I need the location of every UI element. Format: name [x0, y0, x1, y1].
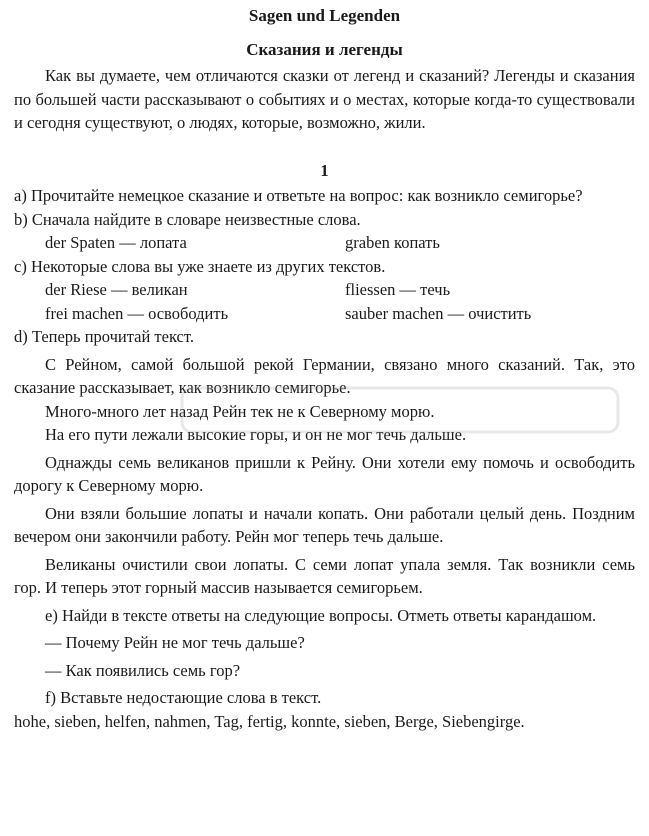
task-f: f) Вставьте недостающие слова в текст. — [45, 688, 322, 707]
text-paragraph: Много-много лет назад Рейн тек не к Северному морю. — [45, 401, 435, 421]
text-paragraph: Однажды семь великанов пришли к Рейну. Они хотели ему помочь и освободить дорогу к Северному морю. — [14, 452, 635, 495]
vocab-item: fliessen — течь — [345, 280, 451, 299]
vocab-item: der Spaten — лопата — [45, 233, 187, 252]
vocab-list-b — [14, 231, 635, 255]
vocab-item: sauber machen — очистить — [345, 303, 532, 323]
page-title: Sagen und Legenden — [248, 6, 401, 25]
vocab-list-c — [14, 278, 635, 325]
text-paragraph: На его пути лежали высокие горы, и он не мог течь дальше. — [45, 425, 467, 444]
text-paragraph: Они взяли большие лопаты и начали копать. Они работали целый день. Поздним вечером они закончили работу. Рейн мог теперь течь дальше. — [14, 503, 635, 546]
task-d: d) Теперь прочитай текст. — [14, 327, 194, 346]
text-paragraph: Великаны очистили свои лопаты. С семи лопат упала земля. Так возникли семь гор. И теперь этот горный массив называется семигорьем. — [14, 554, 635, 597]
vocab-item: frei machen — освободить — [45, 303, 229, 323]
vocab-item: graben копать — [345, 233, 440, 252]
question-item: — Почему Рейн не мог течь дальше? — [45, 633, 305, 652]
intro-paragraph: Как вы думаете, чем отличаются сказки от легенд и сказаний? Легенды и сказания по большей части рассказывают о событиях и о местах, которые когда-то существовали и сегодня существуют, о людях, которые, возможно, жили. — [14, 66, 635, 132]
page-subtitle: Сказания и легенды — [246, 40, 403, 59]
task-b: b) Сначала найдите в словаре неизвестные слова. — [14, 209, 361, 229]
question-item: — Как появились семь гор? — [45, 660, 241, 680]
task-e: e) Найди в тексте ответы на следующие вопросы. Отметь ответы карандашом. — [45, 605, 597, 625]
vocab-item: der Riese — великан — [45, 280, 188, 299]
task-a: a) Прочитайте немецкое сказание и ответьте на вопрос: как возникло семигорье? — [14, 186, 583, 205]
word-bank: hohe, sieben, helfen, nahmen, Tag, fertig, konnte, sieben, Berge, Siebengirge. — [14, 711, 525, 731]
task-c: c) Некоторые слова вы уже знаете из других текстов. — [14, 256, 386, 276]
exercise-number: 1 — [320, 160, 329, 180]
text-paragraph: С Рейном, самой большой рекой Германии, связано много сказаний. Так, это сказание рассказывает, как возникло семигорье. — [14, 354, 635, 397]
